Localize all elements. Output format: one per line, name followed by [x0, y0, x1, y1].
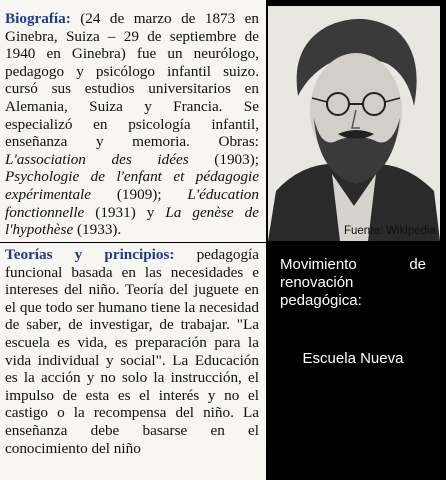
portrait-image: [268, 6, 440, 241]
teorias-text: pedagogía funcional basada en las necesidades e intereses del niño. Teoría del juguete en el que todo ser humano tiene la necesidad de saber, de investigar, de trabajar. "La escuela es vida, es preparación para la vida individual y social". La Educación es la acción y no solo la instrucción, el impulso de esta es el interés y no el castigo o la recompensa del niño. La enseñanza debe basarse en el conocimiento del niño: [5, 246, 259, 457]
biografia-card: [0, 0, 266, 242]
movement-title-line-3: pedagógica:: [280, 292, 362, 309]
movement-panel: [280, 256, 426, 367]
movement-subtitle: Escuela Nueva: [302, 350, 404, 367]
biografia-text-5: (1933).: [73, 221, 122, 239]
biografia-text-1: (24 de marzo de 1873 en Ginebra, Suiza – 29 de septiembre de 1940 en Ginebra) fue un neurólogo, pedagogo y psicólogo infantil suizo. cursó sus estudios universitarios en Alemania, Suiza y Francia. Se especializó en psicología infantil, enseñanza y memoria. Obras:: [5, 10, 259, 151]
movement-title-line-2: renovación: [280, 274, 354, 291]
teorias-lead: Teorías y principios:: [5, 246, 175, 263]
biografia-work-4: La genèse de l'hypothèse: [5, 203, 259, 239]
movement-title-word-2: de: [409, 256, 426, 273]
biografia-work-3: L'éducation fonctionnelle: [5, 185, 259, 221]
biografia-text-2: (1903);: [188, 150, 259, 168]
biografia-lead: Biografía:: [5, 10, 71, 27]
movement-title-word-1: Movimiento: [280, 256, 357, 273]
biografia-work-1: L'association des idées: [5, 150, 189, 168]
biografia-text-3: (1909);: [91, 185, 188, 203]
teorias-card: [0, 243, 266, 480]
biografia-work-2: Psychologie de l'enfant et pédagogie expérimentale: [5, 168, 259, 203]
movement-title: [280, 256, 426, 310]
biografia-text-4: (1931) y: [84, 203, 166, 221]
portrait-sketch: [268, 6, 440, 241]
portrait-credit: Fuente: Wikipedia: [343, 225, 436, 237]
